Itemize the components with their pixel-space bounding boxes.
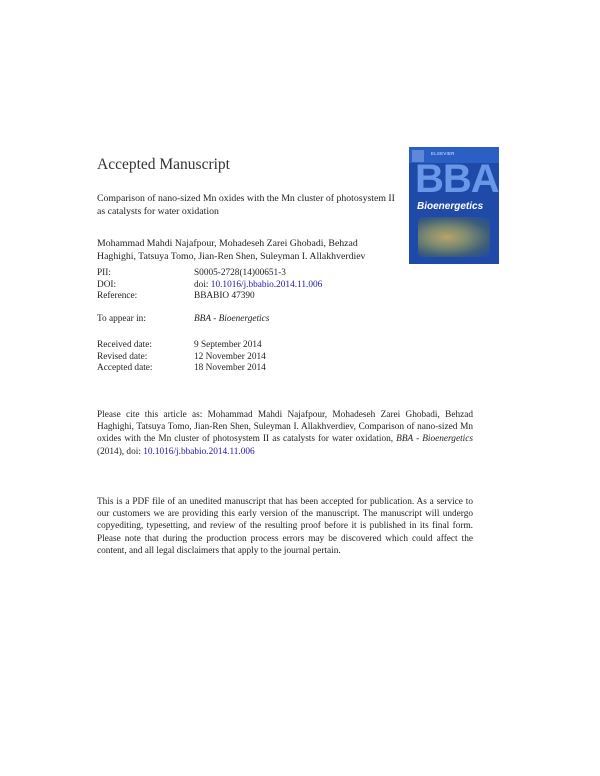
- dates-block: [97, 340, 266, 375]
- appear-label: To appear in:: [97, 314, 146, 324]
- page-heading: Accepted Manuscript: [97, 156, 230, 173]
- appear-value: BBA - Bioenergetics: [194, 314, 270, 324]
- revised-value: 12 November 2014: [194, 351, 266, 362]
- citation-text-2: (2014), doi:: [97, 446, 144, 457]
- cover-publisher-line: ELSEVIER: [431, 151, 455, 156]
- disclaimer-paragraph: This is a PDF file of an unedited manuscript that has been accepted for publication. As a service to our customers we are providing this early version of the manuscript. The manuscript will undergo copyediting, typesetting, and review of the resulting proof before it is published in its final form. Please note that during the production process errors may be discovered which could affect the content, and all legal disclaimers that apply to the journal pertain.: [97, 497, 473, 556]
- appear-row: [97, 314, 269, 326]
- pii-row: [97, 268, 322, 280]
- revised-row: [97, 352, 266, 364]
- accepted-value: 18 November 2014: [194, 363, 266, 374]
- pii-label: PII:: [97, 268, 111, 278]
- accepted-label: Accepted date:: [97, 363, 153, 374]
- accepted-row: [97, 363, 266, 375]
- article-title: Comparison of nano-sized Mn oxides with the Mn cluster of photosystem II as catalysts for water oxidation: [97, 193, 395, 217]
- citation-text: Please cite this article as: Mohammad Mahdi Najafpour, Mohadeseh Zarei Ghobadi, Behzad Haghighi, Tatsuya Tomo, Jian-Ren Shen, Suleyman I. Allakhverdiev, Comparison of nano-sized Mn oxides with the Mn cluster of photosystem II as catalysts for water oxidation,: [97, 410, 473, 445]
- identifiers-block: [97, 268, 322, 303]
- doi-link[interactable]: 10.1016/j.bbabio.2014.11.006: [210, 279, 323, 290]
- doi-row: [97, 280, 322, 292]
- revised-label: Revised date:: [97, 351, 148, 362]
- cover-journal-name: Bioenergetics: [417, 201, 484, 212]
- cover-bba-logo: BBA: [415, 157, 499, 201]
- appear-block: [97, 314, 269, 326]
- citation-doi-link[interactable]: 10.1016/j.bbabio.2014.11.006: [143, 446, 255, 457]
- pii-value: S0005-2728(14)00651-3: [194, 268, 286, 278]
- citation-journal: BBA - Bioenergetics: [396, 434, 473, 445]
- doi-value-wrap: [194, 280, 322, 292]
- reference-row: [97, 291, 322, 303]
- citation-paragraph: [97, 409, 473, 458]
- received-row: [97, 340, 266, 352]
- journal-cover-image: [409, 147, 499, 264]
- reference-label: Reference:: [97, 291, 138, 302]
- cover-artwork: [418, 217, 490, 257]
- doi-label: DOI:: [97, 279, 117, 290]
- doi-prefix: doi:: [194, 279, 209, 290]
- received-value: 9 September 2014: [194, 340, 262, 350]
- received-label: Received date:: [97, 340, 152, 350]
- article-authors: Mohammad Mahdi Najafpour, Mohadeseh Zarei Ghobadi, Behzad Haghighi, Tatsuya Tomo, Jian-Ren Shen, Suleyman I. Allakhverdiev: [97, 238, 366, 262]
- reference-value: BBABIO 47390: [194, 291, 255, 302]
